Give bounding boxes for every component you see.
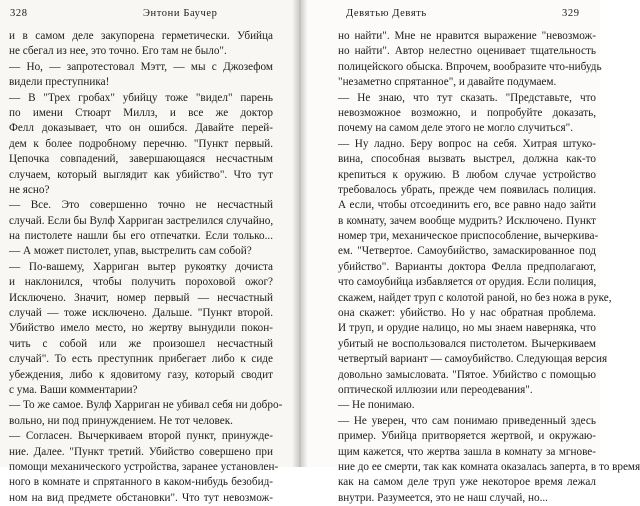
text-line: оптической иллюзии или переодевания". [338,383,533,396]
text-line: случай — тоже исключено. Дальше. "Пункт второй. [9,307,273,320]
text-line: — Не понимаю. [338,399,415,412]
text-line: почему на самом деле этого не могло случиться". [338,122,573,135]
text-line: — Все. Это совершенно точно не несчастный [9,199,273,212]
right-page [302,0,640,504]
text-line: внутри. Разумеется, это не наш случай, но... [338,491,548,504]
text-line: — Но, — запротестовал Мэтт, — мы с Джозефом [9,60,273,73]
text-line: полицейского обыска. Впрочем, вообразите что-нибудь [338,60,602,73]
text-line: ние. Далее. "Пункт третий. Убийство совершено при [9,445,273,458]
text-line: видели преступника! [9,76,110,89]
text-line: — Не уверен, что сам понимаю приведенный здесь [338,414,596,427]
text-line: дем к более подробному перечню. "Пункт первый. [9,137,273,150]
text-line: по имени Стюарт Миллз, и все же доктор [9,106,273,119]
text-line: щим кажется, что жертва зашла в комнату за мгнове- [338,445,596,458]
text-line: убитый не воспользовался пистолетом. Вычеркиваем [338,337,596,350]
text-line: — Ну ладно. Беру вопрос на себя. Хитрая штуко- [338,137,596,150]
text-line: ние до ее смерти, так как комната оказалась заперта, в то время [338,460,640,473]
text-line: что самоубийца избавляется от орудия. Если полиция, [338,276,597,289]
text-line: не сбегал из нее, это точно. Его там не было". [9,45,227,58]
text-line: ем. "Четвертое. Самоубийство, замаскированное под [338,245,596,258]
text-line: но найти". Мне не нравится выражение "невозмож- [338,30,596,42]
text-line: "незаметно спрятанное", и давайте подумаем. [338,76,557,89]
text-line: пример. Убийца притворяется жертвой, и окружаю- [338,430,596,443]
text-line: довольно замысловата. "Пятое. Убийство с помощью [338,368,596,381]
text-line: но найти". Автор нелестно оценивает тщательность [338,45,596,58]
text-line: — По-вашему, Харриган вытер рукоятку дочиста [9,260,273,273]
page-number-left: 328 [10,8,28,19]
text-line: не ясно? [9,183,50,196]
text-line: четвертый вариант — самоубийство. Следующая версия [338,353,608,366]
text-line: И труп, и орудие налицо, но мы знаем наверняка, что [338,322,596,335]
text-line: Фелл доказывает, что он ошибся. Давайте перей- [9,122,273,135]
text-line: убийство". Варианты доктора Фелла предполагают, [338,260,596,273]
text-line: Исключено. Значит, номер первый — несчастный [9,291,273,304]
text-line: крепиться к оружию. В любом случае устройство [338,168,596,181]
book-gutter [292,0,308,467]
text-line: — То же самое. Вулф Харриган не убивал себя ни добро- [9,399,283,412]
text-line: случай. Если бы Вулф Харриган застрелился случайно, [9,214,274,227]
text-line: случаем, который выглядит как убийство". Что тут [9,168,273,181]
page-number-right: 329 [562,8,580,19]
text-line: — В "Трех гробах" убийцу тоже "видел" парень [9,91,273,104]
text-line: Убийство имело место, но жертву вынудили покон- [9,322,273,335]
running-head-right: Девятью Девять [346,8,427,19]
text-line: невозможное возможно, и попробуйте доказать, [338,106,596,119]
text-line: скажем, найдет труп с колотой раной, но без ножа в руке, [338,291,612,304]
running-head-left: Энтони Баучер [143,8,218,19]
text-line: требовалось убрать, прежде чем появилась полиция. [338,183,596,196]
text-line: она скажет: убийство. Но у нас обратная проблема. [338,307,596,320]
text-line: убеждения, либо к ядовитому газу, который сводит [9,368,273,381]
text-line: и в самом деле закупорена герметически. Убийца [9,30,273,42]
text-line: ном на вид предмете обстановки". Что тут невозмож- [9,491,273,504]
text-line: — Не знаю, что тут сказать. "Представьте, что [338,91,596,104]
text-line: чить с собой или же произошел несчастный [9,337,273,350]
text-line: вина, способная вызвать выстрел, должна как-то [338,153,596,166]
text-line: с ума. Ваши комментарии? [9,383,138,396]
text-line: Цепочка совпадений, завершающаяся несчастным [9,153,273,166]
left-page [0,0,298,504]
text-line: вольно, ни под принуждением. Не тот человек. [9,414,233,427]
text-line: номер три, механическое приспособление, вычеркива- [338,230,599,243]
text-line: ного в комнате и спрятанного в каком-нибудь безобид- [9,476,273,489]
right-page-text [338,29,640,506]
text-line: на пистолете нашли бы его отпечатки. Если только... [9,230,273,243]
text-line: в комнату, зачем вообще мудрить? Исключено. Пункт [338,214,596,227]
text-line: как на самом деле труп уже некоторое время лежал [338,476,596,489]
text-line: — Согласен. Вычеркиваем второй пункт, принужде- [9,430,273,443]
text-line: — А может пистолет, упав, выстрелить сам собой? [9,245,252,258]
text-line: и наклонился, чтобы получить пороховой ожог? [9,276,273,289]
text-line: А если, чтобы отсоединить его, все равно надо зайти [338,199,596,212]
text-line: помощи механического устройства, заранее установлен- [9,460,279,473]
text-line: случай". То есть преступник прибегает либо к сиде [9,353,273,366]
left-page-text [9,29,283,506]
